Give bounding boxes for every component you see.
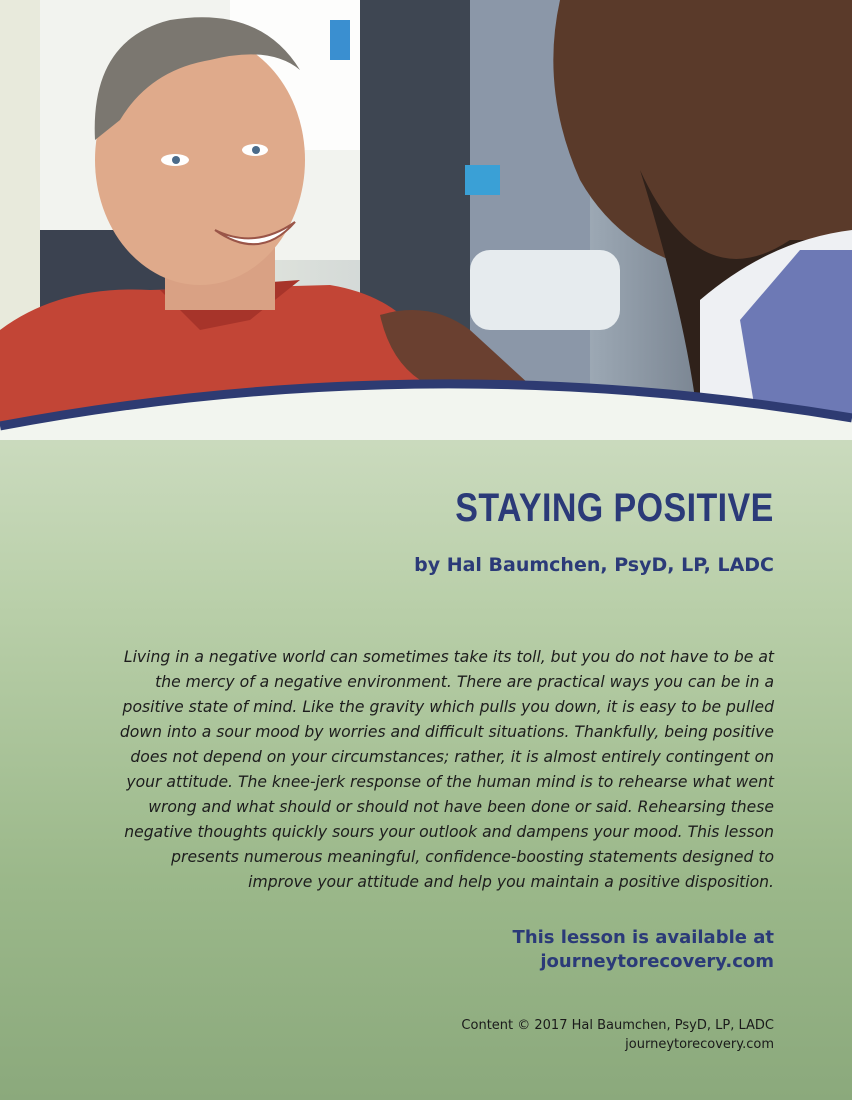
document-title: STAYING POSITIVE [455,486,774,530]
copyright-notice: Content © 2017 Hal Baumchen, PsyD, LP, LADC [461,1018,774,1033]
decorative-curve [0,360,852,440]
lesson-description: Living in a negative world can sometimes take its toll, but you do not have to be at the mercy of a negative environment. There are practical ways you can be in a positive state of mind. Like the gravity which pulls you down, it is easy to be pulled down into a sour mood by worries and difficult situations. Thankfully, being positive does not depend on your circumstances; rather, it is almost entirely contingent on your attitude. The knee-jerk response of the human mind is to rehearse what went wrong and what should or should not have been done or said. Rehearsing these negative thoughts quickly sours your outlook and dampens your mood. This lesson presents numerous meaningful, confidence-boosting statements designed to improve your attitude and help you maintain a positive disposition. [119,648,774,891]
author-byline: by Hal Baumchen, PsyD, LP, LADC [414,554,774,576]
availability-note [513,926,774,974]
availability-link[interactable]: journeytorecovery.com [540,951,774,972]
footer-website[interactable]: journeytorecovery.com [625,1037,774,1052]
footer [461,1016,774,1054]
availability-text: This lesson is available at [512,927,774,948]
